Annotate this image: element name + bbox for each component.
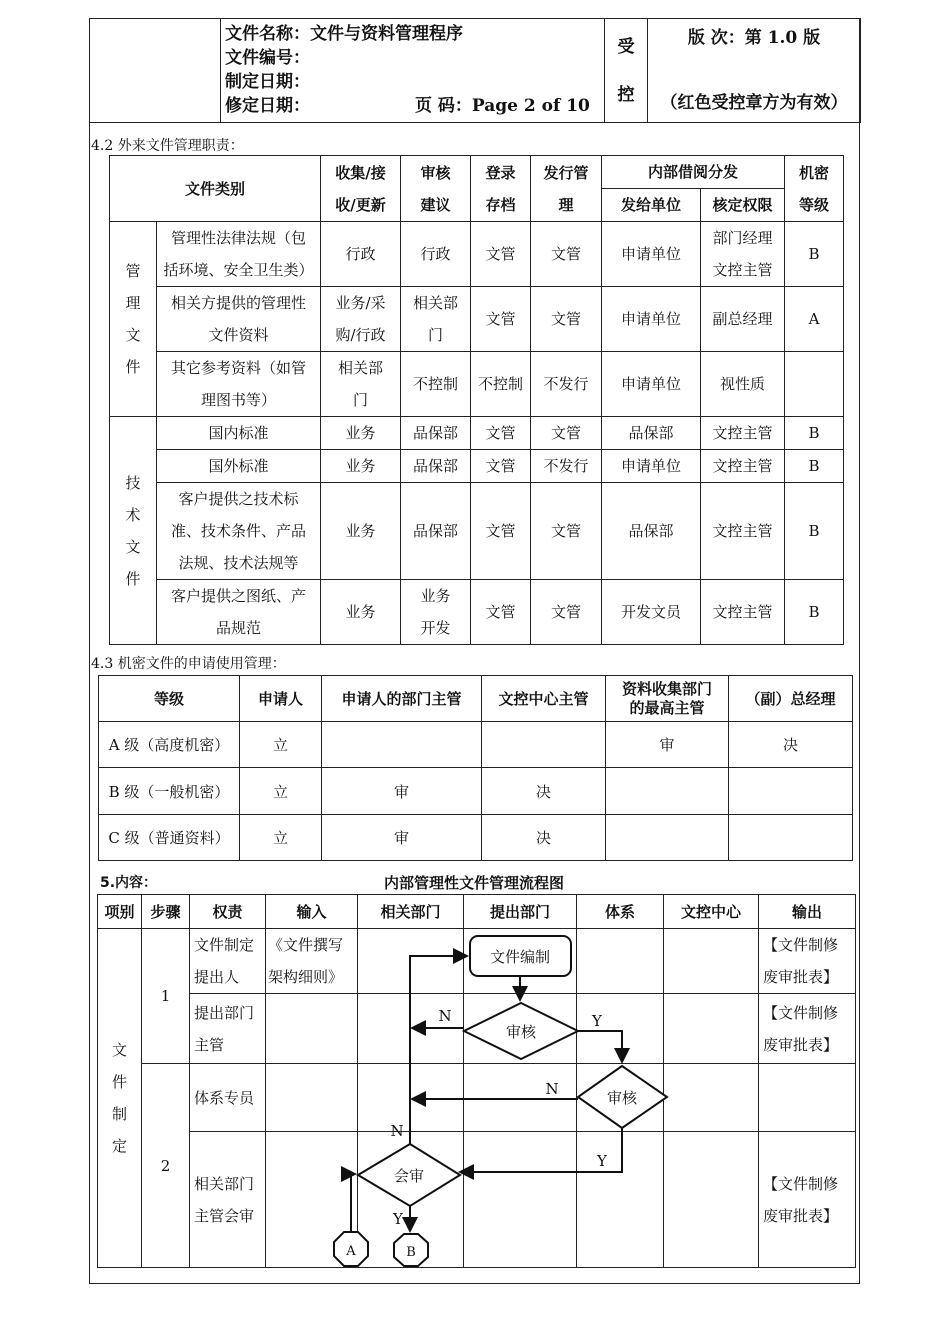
table-cell: 其它参考资料（如管 理图书等） (157, 352, 321, 417)
table-cell: 行政 (401, 222, 471, 287)
review-label-2: 审核 (606, 1089, 638, 1107)
revision-date-label: 修定日期： (225, 96, 310, 116)
table-cell: B 级（一般机密） (99, 768, 240, 815)
table-cell: 体系 (577, 895, 664, 929)
table-cell: 步骤 (142, 895, 190, 929)
table-cell: 文管 (531, 417, 602, 450)
table-cell: 文管 (531, 580, 602, 645)
table-cell: 文管 (471, 287, 531, 352)
review-label-1: 审核 (505, 1023, 537, 1041)
table-cell: 文控主管 (701, 483, 785, 580)
table-cell: 立 (240, 768, 322, 815)
table-cell: 审 (606, 722, 729, 768)
table-cell: 立 (240, 722, 322, 768)
table-cell: 不控制 (471, 352, 531, 417)
table-cell: 申请人 (240, 676, 322, 722)
table-cell: 发给单位 (602, 189, 701, 222)
table-cell: 决 (482, 768, 606, 815)
table-cell: 体系专员 (190, 1064, 266, 1132)
table-cell: 机密 等级 (785, 156, 844, 222)
table-cell: 发行管 理 (531, 156, 602, 222)
table-cell: 申请单位 (602, 352, 701, 417)
table-cell: 【文件制修 废审批表】 (759, 929, 856, 994)
table-cell: C 级（普通资料） (99, 815, 240, 861)
document-name: 文件与资料管理程序 (310, 24, 463, 44)
table-cell: 等级 (99, 676, 240, 722)
table-cell: （副）总经理 (729, 676, 853, 722)
table-cell: 收集/接 收/更新 (321, 156, 401, 222)
table-cell: 资料收集部门 的最高主管 (606, 676, 729, 722)
table-cell: 不控制 (401, 352, 471, 417)
table-cell: 审 (322, 768, 482, 815)
table-cell: 【文件制修 废审批表】 (759, 994, 856, 1064)
table-cell: 部门经理 文控主管 (701, 222, 785, 287)
table-cell: 文件制定 提出人 (190, 929, 266, 994)
item-cell: 文 件 制 定 (98, 929, 142, 1268)
compile-label: 文件编制 (489, 948, 551, 966)
y-label-1: Y (592, 1012, 602, 1030)
table-cell: 项别 (98, 895, 142, 929)
table-cell: 登录 存档 (471, 156, 531, 222)
table-cell: 核定权限 (701, 189, 785, 222)
table-cell: 品保部 (602, 417, 701, 450)
version: 版 次：第 1.0 版 (687, 28, 821, 48)
table-cell: 《文件撰写 架构细则》 (266, 929, 358, 994)
table-cell: 开发文员 (602, 580, 701, 645)
table-cell: 业务 (321, 450, 401, 483)
table-cell: 文管 (471, 417, 531, 450)
n-label-3: N (390, 1122, 404, 1140)
table-cell: 业务 (321, 580, 401, 645)
table-cell: B (785, 222, 844, 287)
table-cell: 文控主管 (701, 450, 785, 483)
control-stamp: 受 控 (605, 19, 648, 123)
table-cell: 文管 (531, 222, 602, 287)
table-cell: 文管 (531, 287, 602, 352)
table-cell: 相关部门 主管会审 (190, 1132, 266, 1268)
table-cell: 申请单位 (602, 222, 701, 287)
table-cell: 业务 (321, 417, 401, 450)
table-cell: 审核 建议 (401, 156, 471, 222)
table-cell: B (785, 483, 844, 580)
table-cell: 文管 (471, 450, 531, 483)
section-4-2-title: 4.2 外来文件管理职责： (91, 138, 244, 154)
table-cell: 品保部 (602, 483, 701, 580)
table-cell: A (785, 287, 844, 352)
table-cell: 文控主管 (701, 580, 785, 645)
table-cell: B (785, 417, 844, 450)
table-cell: 内部借阅分发 (602, 156, 785, 189)
table-cell: 管理性法律法规（包 括环境、安全卫生类） (157, 222, 321, 287)
table-cell: 立 (240, 815, 322, 861)
joint-review-label: 会审 (393, 1167, 425, 1185)
table-cell: B (785, 580, 844, 645)
table-cell: 相关部 门 (401, 287, 471, 352)
connector-a-label: A (346, 1244, 356, 1259)
table-cell: 文管 (471, 580, 531, 645)
table-cell: 品保部 (401, 483, 471, 580)
table-cell: 文管 (531, 483, 602, 580)
table-cell: 文管 (471, 222, 531, 287)
group-technical: 技 术 文 件 (110, 417, 157, 645)
section-5-title: 5.内容： (100, 875, 158, 891)
table-cell: 相关方提供的管理性 文件资料 (157, 287, 321, 352)
table-cell: 不发行 (531, 450, 602, 483)
table-cell: 品保部 (401, 417, 471, 450)
group-management: 管 理 文 件 (110, 222, 157, 417)
y-label-2: Y (597, 1152, 607, 1170)
table-cell: 业务 (321, 483, 401, 580)
document-number-label: 文件编号： (225, 48, 310, 68)
table-cell: 文控中心 (664, 895, 759, 929)
table-cell: 申请单位 (602, 450, 701, 483)
n-label-1: N (438, 1007, 452, 1025)
table-cell: 不发行 (531, 352, 602, 417)
table-cell: 【文件制修 废审批表】 (759, 1132, 856, 1268)
connector-b-label: B (406, 1245, 416, 1260)
table-cell: 文控主管 (701, 417, 785, 450)
flowchart-title: 内部管理性文件管理流程图 (384, 874, 565, 892)
table-cell: 副总经理 (701, 287, 785, 352)
table-cell: 1 (142, 929, 190, 1064)
table-cell: 申请人的部门主管 (322, 676, 482, 722)
table-cell: 决 (482, 815, 606, 861)
table-cell: 行政 (321, 222, 401, 287)
table-cell: 国内标准 (157, 417, 321, 450)
table-cell: 权责 (190, 895, 266, 929)
table-cell: 文控中心主管 (482, 676, 606, 722)
table-cell: 国外标准 (157, 450, 321, 483)
table-cell: 审 (322, 815, 482, 861)
date-label: 制定日期： (225, 72, 310, 92)
table-cell: 文管 (471, 483, 531, 580)
table-cell: 品保部 (401, 450, 471, 483)
table-cell: 决 (729, 722, 853, 768)
table-cell: 业务/采 购/行政 (321, 287, 401, 352)
y-label-3: Y (393, 1210, 403, 1228)
table-cell: B (785, 450, 844, 483)
n-label-2: N (545, 1080, 559, 1098)
table-cell: 输出 (759, 895, 856, 929)
table-cell: 2 (142, 1064, 190, 1268)
table-cell: 输入 (266, 895, 358, 929)
table-cell: 客户提供之技术标 准、技术条件、产品 法规、技术法规等 (157, 483, 321, 580)
table-cell: 申请单位 (602, 287, 701, 352)
table-cell: 提出部门 主管 (190, 994, 266, 1064)
page-number: 页 码：Page 2 of 10 (415, 96, 590, 116)
table-cell: 客户提供之图纸、产 品规范 (157, 580, 321, 645)
validity-note: （红色受控章方为有效） (660, 93, 848, 113)
table-cell: A 级（高度机密） (99, 722, 240, 768)
table-cell: 视性质 (701, 352, 785, 417)
header-info: 文件名称：文件与资料管理程序 文件编号： 制定日期： 修定日期： 页 码：Page 2 of 10 (221, 19, 605, 123)
table-cell: 相关部门 (358, 895, 464, 929)
table-cell: 提出部门 (464, 895, 577, 929)
table-cell: 文件类别 (110, 156, 321, 222)
table-cell: 业务 开发 (401, 580, 471, 645)
table-cell: 相关部 门 (321, 352, 401, 417)
section-4-3-title: 4.3 机密文件的申请使用管理： (91, 656, 286, 672)
